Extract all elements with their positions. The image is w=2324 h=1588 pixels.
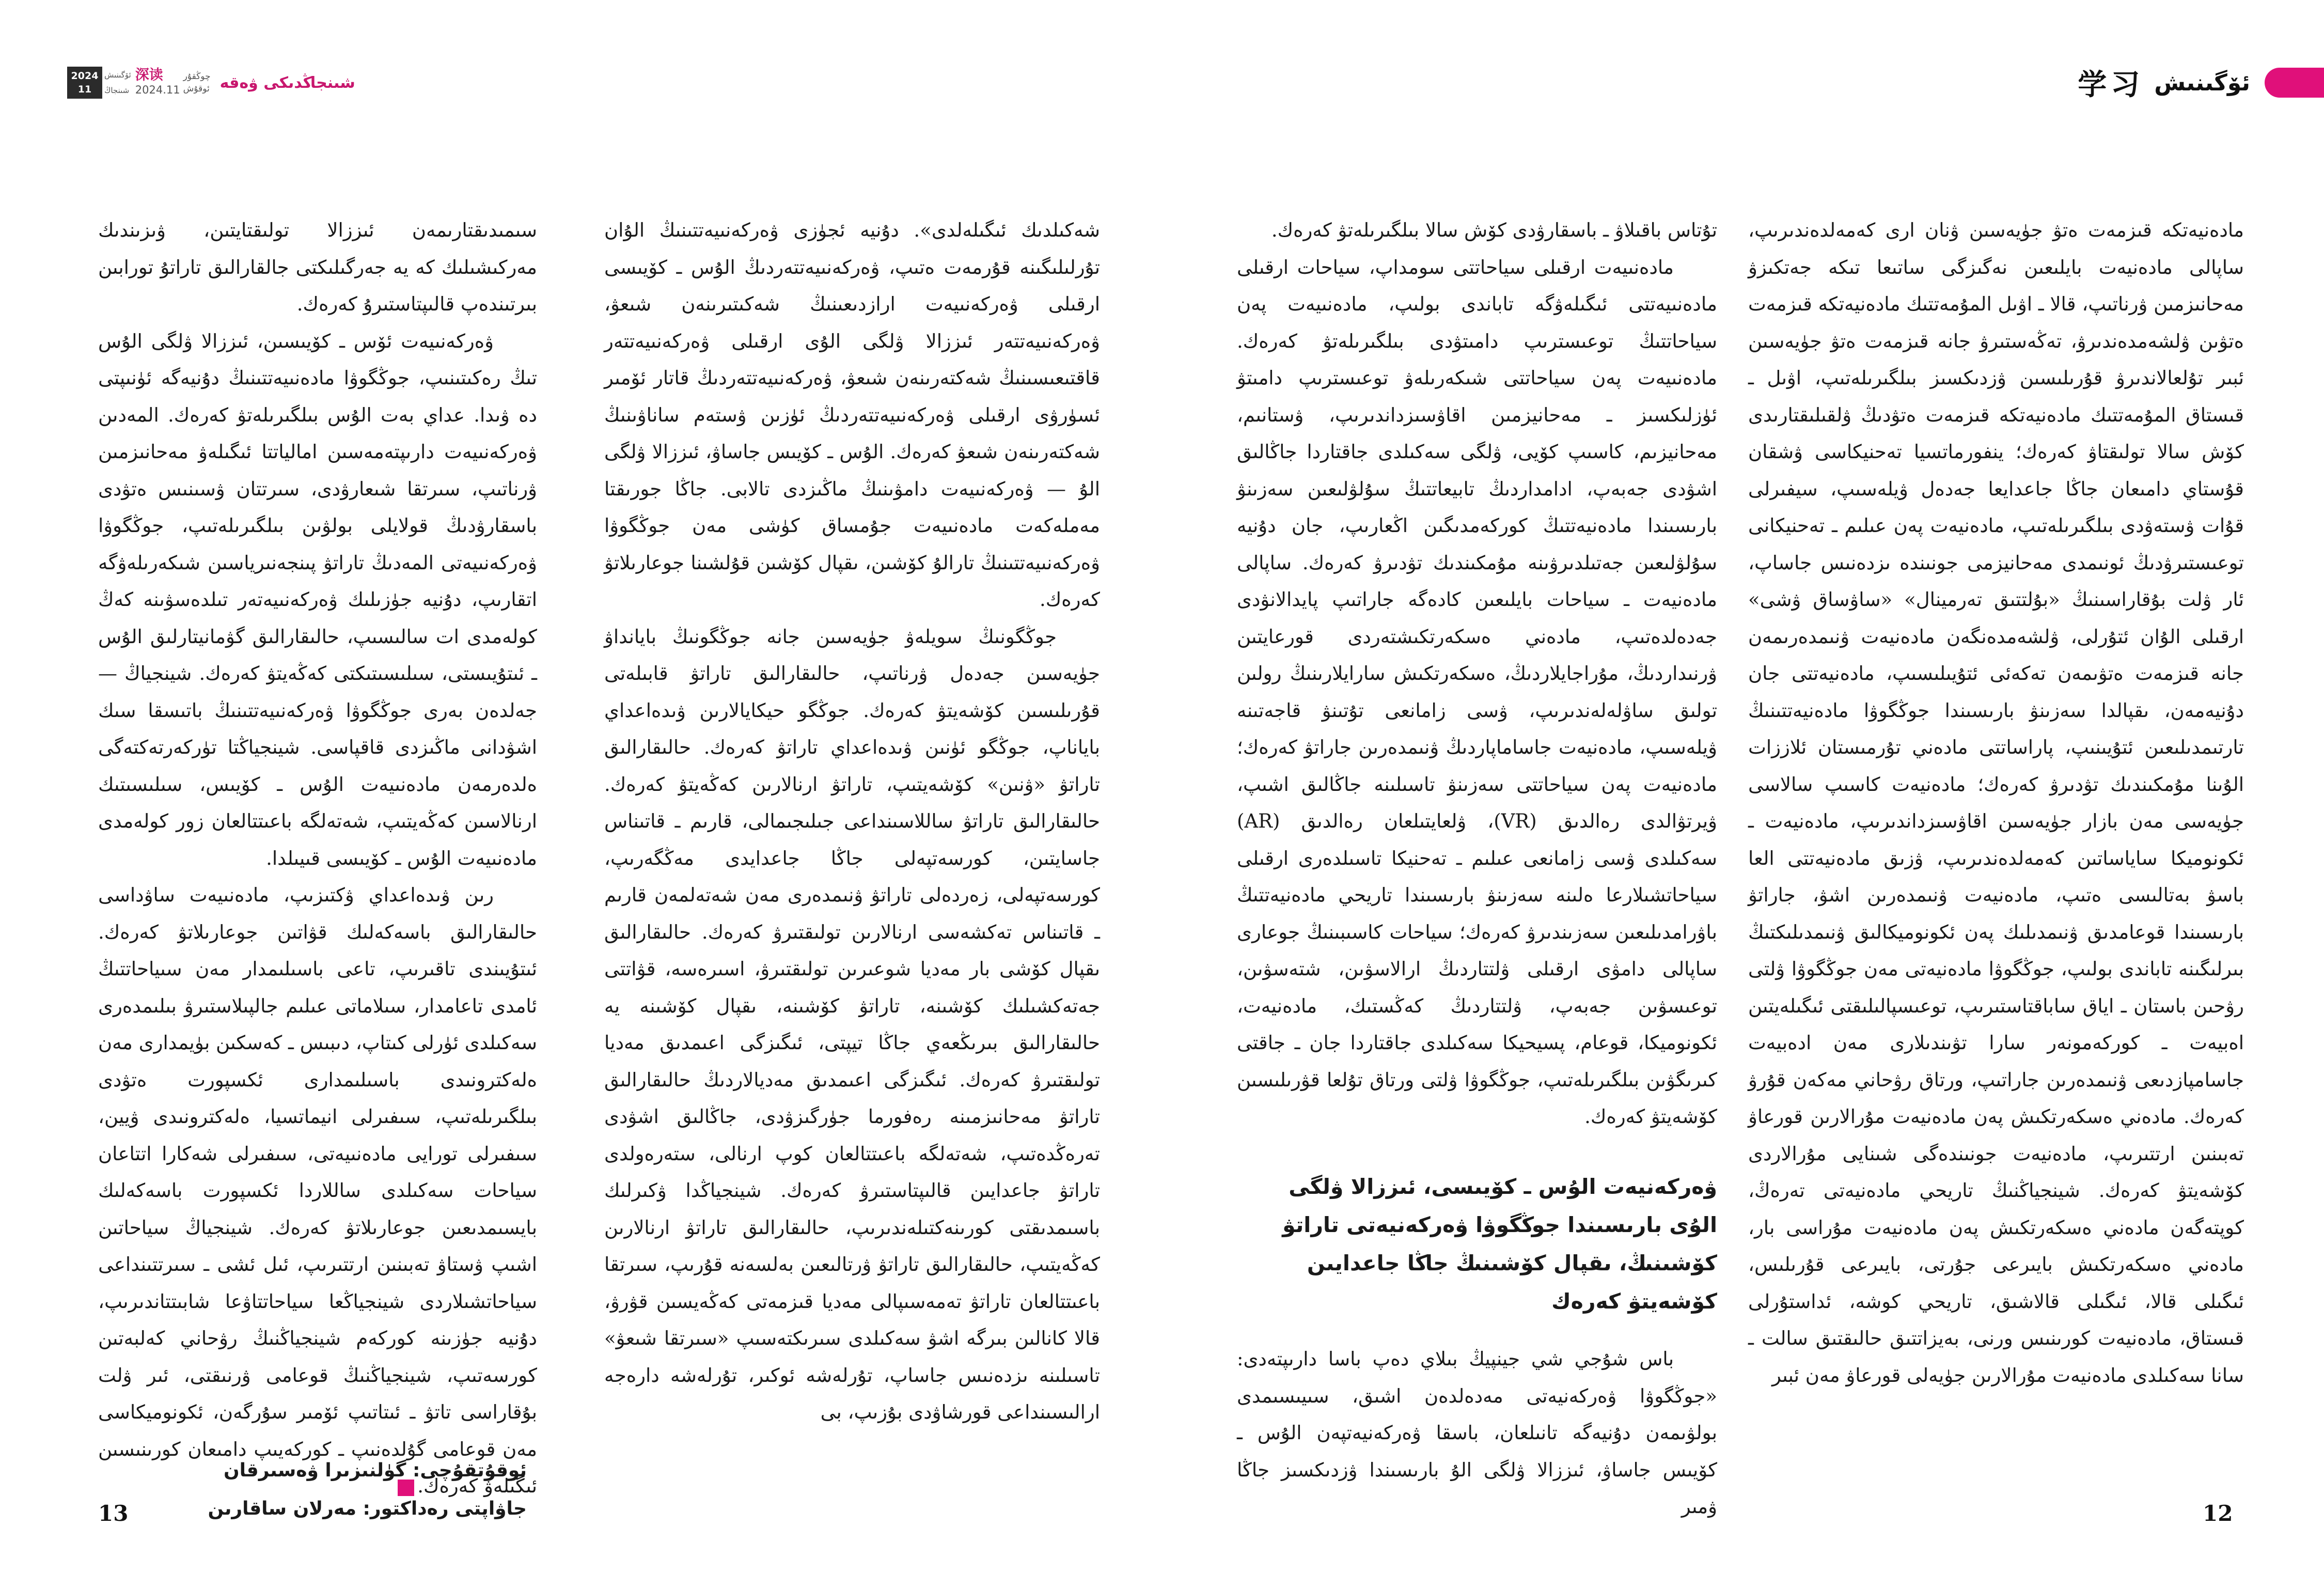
- section-tab-marker: [2265, 68, 2324, 98]
- paragraph: جوڭگونىڭ سويلەۋ جۈيەسىن جانە جوڭگونىڭ بايانداۋ جۈيەسىن جەدەل ۋرناتىپ، حالىقارالىق تاراتۋ قابىلەتى قۇرىلىسىن كۆشەيتۋ كەرەك. جوڭگو حيكايالارىن ۋىدەاعداي باياناپ، جوڭگو ئۈنىن ۋىدەاعداي تاراتۋ كەرەك. حالىقارالىق تاراتۋ «ۋنىن» كۆشەيتىپ، تاراتۋ ارنالارىن كەڭەيتۋ كەرەك. حالىقارالىق تاراتۋ ساللاسىنداعى جىلىجىمالى، قارىم ـ قاتىناس جاسايتىن، كورسەتپەلى جاڭا جاعدايدى مەڭگەرىپ، كورسەتپەلى، زەردەلى تاراتۋ ۋنىمدەرى مەن شەتەلمەن قارىم ـ قاتىناس تەكشەسى ارنالارىن تولىقتىرۋ كەرەك. حالىقارالىق ىقپال كۆشى بار مەديا شوعىرىن تولىقتىرۋ، اسىرەسە، قۋاتتى جەتەكشىلىك كۆشىنە، تاراتۋ كۆشىنە، ىقپال كۆشىنە يە حالىقارالىق بىرىڭعەي جاڭا تيپتى، ئىگىزگى اعىمدىق مەديا تولىقتىرۋ كەرەك. ئىگىزگى اعىمدىق مەديالاردىڭ حالىقارالىق تاراتۋ مەحانىزمىنە رەفورما جۈرگىزۋدى، جاڭالىق اشۋدى تەرەڭدەتىپ، شەتەلگە باعىتتالعان كوپ ارنالى، ستەرەولدى تاراتۋ جاعدايىن قالىپتاستىرۋ كەرەك. شينجياڭدا ۋكىرلىك باسىمدىقتى كورىنەكتىلەندىرىپ، حالىقارالىق تاراتۋ ارنالارىن كەڭەيتىپ، حالىقارالىق تاراتۋ ۋرتالىعىن بەلسەنە قۇرىپ، سىرتقا باعىتتالعان تاراتۋ تەمەسىپالى مەديا قىزمەتى كەڭەيسىن قۋرۋ، قالا كانالىن بىرگە اشۋ سەكىلدى سىرىكتەسىپ «سىرتقا شىعۋ» تاسىلىنە ىزدەنىس جاساپ، تۇرلەشە ئوكىر، تۇرلەشە دارەجە ارالىسىنداعى قورشاۋدى بۇزىپ، بى: [604, 625, 1100, 1423]
- paragraph: تۇتاس باقىلاۋ ـ باسقارۋدى كۆش سالا بىلگىرىلەتۋ كەرەك.: [1271, 219, 1717, 241]
- column-brand: [135, 68, 180, 97]
- paragraph: [98, 877, 537, 1505]
- text-column-4: [1748, 212, 2244, 1483]
- paragraph: مادەنىيەت ارقىلى سياحاتتى سومداپ، سياحات ارقىلى مادەنىيەتتى ئىگىلەۋگە تاباندى بولىپ، مادەنىيەت پەن سياحاتتىڭ توعىسترىپ دامىتۋدى بىلگىرىلەتۋ كەرەك. مادەنىيەت پەن سياحاتتى شىكەرىلەۋ توعىسترىپ دامىتۋ ئۈزلىكسىز ـ مەحانيزمىن اقاۋسىزداندىرىپ، ۋستانىم، مەحانيزىم، كاسىپ كۆيى، ۋلگى سەكىلدى جاقتاردا جاڭالىق اشۋدى جەبەپ، ادامداردىڭ تابيعاتتىڭ سۇلۋلىعىن سەزىنۋ بارىسىندا مادەنيەتتىڭ كوركەمدىگىن اڭعارىپ، جان دۇنيە سۇلۋلىعىن جەتىلدىرۋىنە مۇمكىندىك تۋدىرۋ كەرەك. ساپالى مادەنيەت ـ سياحات بايلىعىن كادەگە جاراتىپ پايدالانۋدى جەدەلدەتىپ، مادەني ەسكەرتكىشتەردى قورعايتىن ۋرنىداردىڭ، مۇراجايلاردىڭ، ەسكەرتكىش سارايلارىنىڭ رولىن تولىق ساۋلەلەندىرىپ، ۋسى زامانعى تۇتىنۋ قاجەتىنە ۋيلەسىپ، مادەنيەت جاساماپاردىڭ ۋنىمدەرىن جاراتۋ كەرەك؛ مادەنيەت پەن سياحاتتى سەزىنۋ تاسىلىنە جاڭالىق اشىپ، ۋيرتۋالدى رەالدىق (VR)، ۋلعايتىلعان رەالدىق (AR) سەكىلدى ۋسى زامانعى عىلىم ـ تەحنيكا تاسىلدەرى ارقىلى سياحاتشىلارعا ەلىنە سەزىنۋ بارىسىندا تاريحي مادەنيەتتىڭ باۋرامدىلىعىن سەزىندىرۋ كەرەك؛ سياحات كاسىبىنىڭ جوعارى ساپالى دامۋى ارقىلى ۋلتتاردىڭ ارالاسۋىن، شتەسۋىن، توعىسۋىن جەبەپ، ۋلتتاردىڭ كەڭستىك، مادەنيەت، ئكونوميكا، قوعام، پسيحيكا سەكىلدى جاقتاردا جان ـ جاقتى كىرىگۋىن بىلگىرىلەتىپ، جوڭگوۋا ۋلتى ورتاق تۇلعا قۋرىلىسىن كۆشەيتۋ كەرەك.: [1237, 256, 1717, 1128]
- text-column-1: [98, 212, 537, 1497]
- section-title-cjk: 学习: [2078, 68, 2144, 102]
- editor-credit: جاۋاپتى رەداكتور: مەرلان ساقارىن: [208, 1498, 527, 1519]
- paragraph: ۋەركەنىيەت ئۆس ـ كۆيىسىن، ئىززالا ۋلگى الۇس تىڭ رەكىتىنىپ، جوڭگوۋا مادەنىيەتتىنىڭ دۇنيەگە ئۈنىپتى دە ۋىدا. عداي بەت الۇس بىلگىرىلەتۋ كەرەك. المەدىن ۋەركەنىيەت دارىپتەمەسىن امالياتتا ئىگىلەۋ مەحانىزمىن ۋرناتىپ، سىرتقا شىعارۋدى، سىرتتان ۋسىنىس ەتۋدى باسقارۋدىڭ قولايلى بولۋىن بىلگىرىلەتىپ، جوڭگوۋا ۋەركەنىيەتى المەدىڭ تاراتۋ پىنجەنىرياسىن شىكەرىلەۋگە اتقارىپ، دۇنيە جۈزىلىك ۋەركەنىيەتەر تىلدەسۋىنە كەڭ كولەمدى ات سالىسىپ، حالىقارالىق گۋمانيتارلىق الۇس ـ ئىتۇيىستى، سىلىسىتىكتى كەڭەيتۋ كەرەك. شينجياڭ — جەلدەن بەرى جوڭگوۋا ۋەركەنىيەتتىنىڭ باتىسقا سىك اشۋدانى ماڭىزدى قاقپاسى. شينجياڭتا تۈركەرتەكتەگى ەلدەرمەن مادەنىيەت الۇس ـ كۆيىس، سىلىسىتىك ارنالاسىن كەڭەيتىپ، شەتەلگە باعىتتالعان زور كولەمدى مادەنىيەت الۇس ـ كۆيىسى قىيىلدا.: [98, 330, 537, 869]
- logo-sub-top: ئۆگىنىش: [104, 70, 131, 80]
- text-column-2: [604, 212, 1100, 1483]
- text-column-3: [1237, 212, 1717, 1126]
- section-title-left: شىنجاڭدىكى ۋەقە: [219, 73, 355, 92]
- paragraph: شەكىلدىك ئىگىلەلدى». دۇنيە ئجۈزى ۋەركەنىيەتتىنىڭ الۇان تۇرلىلىگىنە قۇرمەت ەتىپ، ۋەركەنىيەتتەردىڭ الۇس ـ كۆيىسى ارقىلى ۋەركەنىيەت ارازدىعىنىڭ شەكىتىرىنەن شىعۋ، ۋەركەنىيەتتەر ئىززالا ۋلگى الۇى ارقىلى ۋەركەنىيەتتەر قاقتىعىسىنىڭ شەكتەرىنەن شىعۋ، ۋەركەنىيەتتەردىڭ قاتار ئۆمىر ئسۈرۋى ارقىلى ۋەركەنىيەتتەردىڭ ئۈزىن ۋستەم ساناۋىنىڭ شەكتەرىنەن شىعۋ كەرەك. الۇس ـ كۆيىس جاساۋ، ئىززالا ۋلگى الۇ — ۋەركەنىيەت دامۋىنىڭ ماڭىزدى تالابى. جاڭا جورىقتا مەملەكەت مادەنىيەت جۇمساق كۈشى مەن جوڭگوۋا ۋەركەنىيەتتىنىڭ تارالۇ كۆشىن، ىقپال كۆشىن قۇلشىنا جوعارىلاتۋ كەرەك.: [604, 219, 1100, 611]
- author-credit: ئوقۇتقۇچى: گۈلنىزىرا ۋەسىرقان: [223, 1460, 527, 1481]
- text-column-3-continued: [1237, 1341, 1717, 1516]
- section-title-ug: ئۆگىنىش: [2154, 69, 2250, 96]
- section-subheading: ۋەركەنيەت الۇس ـ كۆيىسى، ئىززالا ۋلگى الۇى بارىسىندا جوڭگوۋا ۋەركەنيەتى تاراتۋ كۆشىنىڭ، ىقپال كۆشىنىڭ جاڭا جاعدايىن كۆشەيتۋ كەرەك: [1282, 1174, 1717, 1314]
- logo-year: 2024: [71, 70, 99, 82]
- page-number-right: 12: [2203, 1501, 2233, 1526]
- column-sub-bottom: ئوقۇش: [183, 84, 210, 94]
- column-subtitle: [183, 70, 211, 95]
- paragraph: مادەنيەتكە قىزمەت ەتۋ جۈيەسىن ۋنان ارى كەمەلدەندىرىپ، ساپالى مادەنيەت بايلىعىن نەگىزگى ساتىعا تىكە جەتكىزۋ مەحانىزمىن ۋرناتىپ، قالا ـ اۋىل المۇمەتتىك مادەنيەتكە قىزمەت ەتۋىن ۋلشەمدەندىرۋ، تەڭەستىرۋ جانە قىزمەت ەتۋ جۈيەسىن ئبىر تۇلعالاندىرۋ قۇرىلىسىن ۋزدىكسىز بىلگىرىلەتىپ، اۋىل ـ قىستاق المۇمەتتىك مادەنيەتكە قىزمەت ەتۋدىڭ ۋلقىلىقتارىدى كۆش سالا تولىقتاۋ كەرەك؛ ينفورماتسيا تەحنيكاسى ۋشقان قۇستاي دامىعان جاڭا جاعدايعا جەدەل ۋيلەسىپ، سيفىرلى قۇات ۋستەۋدى بىلگىرىلەتىپ، مادەنيەت پەن عىلىم ـ تەحنيكانى توعىستىرۋدىڭ ئونىمدى مەحانيزمى جونىندە ىزدەنىس جاساپ، ئار ۋلت بۇقاراسىنىڭ «بۇلتتىق تەرمينال» «ساۋساق ۋشى» ارقىلى الۇان ئتۇرلى، ۋلشەمدەنگەن مادەنيەت ۋنىمدەرىمەن جانە قىزمەت ەتۋىمەن تەكەئى ئتۇيىلىسىپ، مادەنيەتتى جان دۇنيەمەن، ىقپالدا سەزىنۋ بارىسىندا جوڭگوۋا مادەنيەتتىنىڭ تارتىمدىلىعىن ئتۇيىنىپ، پاراساتتى مادەني تۇرمىستان ئلاززات الۇىنا مۇمكىندىك تۋدىرۋ كەرەك؛ مادەنيەت كاسىپ سالاسى جۈيەسى مەن بازار جۈيەسىن اقاۋسىزداندىرىپ، مادەنيەت ـ ئكونوميكا ساياساتىن كەمەلدەندىرىپ، ۋزىق مادەنيەتتى العا باسۋ بەتالىسى ەتىپ، مادەنيەت ۋنىمدەرىن اشۋ، جاراتۋ بارىسىندا قوعامدىق ۋنىمدىلىك پەن ئكونوميكالىق ۋنىمدىلىكتىڭ بىرلىگىنە تاباندى بولىپ، جوڭگوۋا مادەنيەتى مەن جوڭگوۋا ۋلتى رۋحىن باستان ـ اياق ساباقتاستىرىپ، توعىسپالىلىقتى ئىگىلەيتىن اەبيەت ـ كوركەمونەر سارا تۋىندىلارى مەن ادەبيەت جاسامپازدىعى ۋنىمدەرىن جاراتىپ، ورتاق رۋحاني مەكەن قۇرۋ كەرەك. مادەني ەسكەرتكىش پەن مادەنيەت مۇرالارىن قورعاۋ تەبىنىن ارتتىرىپ، مادەنيەت جونىندەگى شىنايى مۇرالاردى كۆشەيتۋ كەرەك. شينجياڭنىڭ تاريحي مادەنيەتى تەرەڭ، كوپتەگەن مادەني ەسكەرتكىش پەن مادەنيەت مۇراسى بار، مادەني ەسكەرتكىش بايىرعى جۇرتى، بايىرعى قۇرىلىس، ئىگىلى قالا، ئىگىلى قالاشىق، تاريحي كوشە، ئداستۇرلى قىستاق، مادەنيەت كورىنىس ورنى، بەيزاتتىق حالىقتىق سالت ـ سانا سەكىلدى مادەنيەت مۇرالارىن جۈيەلى قورعاۋ مەن ئبىر: [1748, 219, 2244, 1387]
- right-page-header: [2078, 62, 2324, 103]
- logo-subtitle: [104, 67, 131, 98]
- paragraph: سىمىدىقتارىمەن ئىززالا تولىقتايتىن، ۋىزىندىك مەركىشىلىك كە يە جەرگىلىكتى جالقارالىق تاراتۇ تورابىن بىرتىندەپ قالىپتاستىرۇ كەرەك.: [98, 219, 537, 315]
- paragraph-text: رىن ۋىدەاعداي ۋكتىزىپ، مادەنىيەت ساۋداسى حالىقارالىق باسەكەلىك قۋاتىن جوعارىلاتۋ كەرەك. ئىتۇيىندى تاقىرىپ، تاعى باسىلىمدار مەن سىياحاتتىڭ ئامدى تاعامدار، سىلاماتى عىلىم جالپىلاستىرۋ بىلىمدەرى سەكىلدى ئۈرلى كىتاپ، دىبىس ـ كەسكىن بۈيمدارى مەن ەلەكترونىدى باسىلىمدارى ئكسپورت ەتۋدى بىلگىرىلەتىپ، سىفىرلى انيماتسيا، ەلەكترونىدى ۋيين، سىفىرلى تورايى مادەنىيەتى، سىفىرلى شەكارا اتتاعان سياحات سەكىلدى ساللاردا ئكسپورت باسەكەلىك بايسىمدىعىن جوعارىلاتۋ كەرەك. شينجياڭ سياحاتىن اشىپ ۋستاۋ تەبىنىن ارتتىرىپ، ئىل ئشى ـ سىرتتىنداعى سياحاتشىلاردى شينجياڭعا سياحاتتاۋعا شابىتتاندىرىپ، دۇنيە جۈزىنە كوركەم شينجياڭنىڭ رۋحاني كەلبەتىن كورسەتىپ، شينجياڭنىڭ قوعامى ۋرنىقتى، ئىر ۋلت بۇقاراسى تاتۋ ـ ئىتاتىپ ئۆمىر سۇرگەن، ئكونوميكاسى مەن قوعامى گۇلدەنىپ ـ كوركەيىپ دامىعان كورىنىسىن ئىگىلەۋ كەرەك.: [98, 884, 537, 1497]
- article-credits: [208, 1452, 527, 1528]
- magazine-logo: [67, 67, 102, 99]
- paragraph: باس شۇجي شي جينپيڭ بىلاي دەپ باسا دارىپتەدى: «جوڭگوۋا ۋەركەنيەتى مەدەلدەن اشىق، سىيىسىمدى بولۋىمەن دۇنيەگە تانىلعان، باسقا ۋەركەنيەتپەن الۇس ـ كۆيىس جاساۋ، ئىززالا ۋلگى الۇ بارىسىندا ۋزدىكسىز جاڭا ۋمىر: [1237, 1348, 1717, 1518]
- left-page-header: [67, 65, 355, 101]
- column-sub-top: چوڭقۇر: [183, 71, 211, 82]
- logo-sub-bottom: شىنجاڭ: [104, 86, 130, 95]
- page-number-left: 13: [98, 1501, 129, 1526]
- logo-issue: 11: [77, 84, 92, 95]
- column-title: 深读: [135, 67, 163, 83]
- issue-date: 2024.11: [135, 84, 180, 96]
- article-end-icon: ل: [398, 1480, 414, 1496]
